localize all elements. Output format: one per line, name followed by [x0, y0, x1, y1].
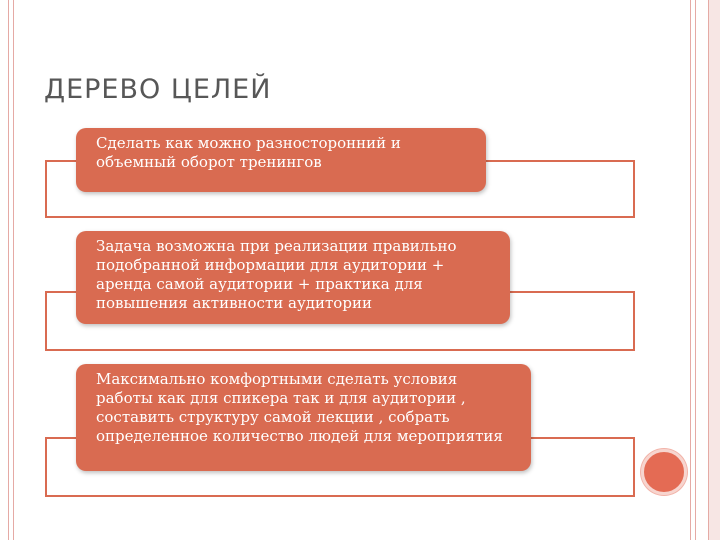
- right-border-decoration: [690, 0, 696, 540]
- goal-box-2: [76, 231, 510, 324]
- left-border-decoration: [8, 0, 14, 540]
- goal-text-3: Максимально комфортными сделать условия работы как для спикера так и для аудитории , составить структуру самой лекции , собрать определенное количество людей для мероприятия: [96, 370, 503, 445]
- goal-box-1: [76, 128, 486, 192]
- goal-text-2: Задача возможна при реализации правильно подобранной информации для аудитории + аренда самой аудитории + практика для повышения активности аудитории: [96, 237, 457, 312]
- right-margin-decoration: [708, 0, 720, 540]
- decorative-circle: [641, 449, 687, 495]
- goal-box-3: [76, 364, 531, 471]
- slide-title: ДЕРЕВО ЦЕЛЕЙ: [44, 74, 272, 105]
- goal-text-1: Сделать как можно разносторонний и объемный оборот тренингов: [96, 134, 401, 171]
